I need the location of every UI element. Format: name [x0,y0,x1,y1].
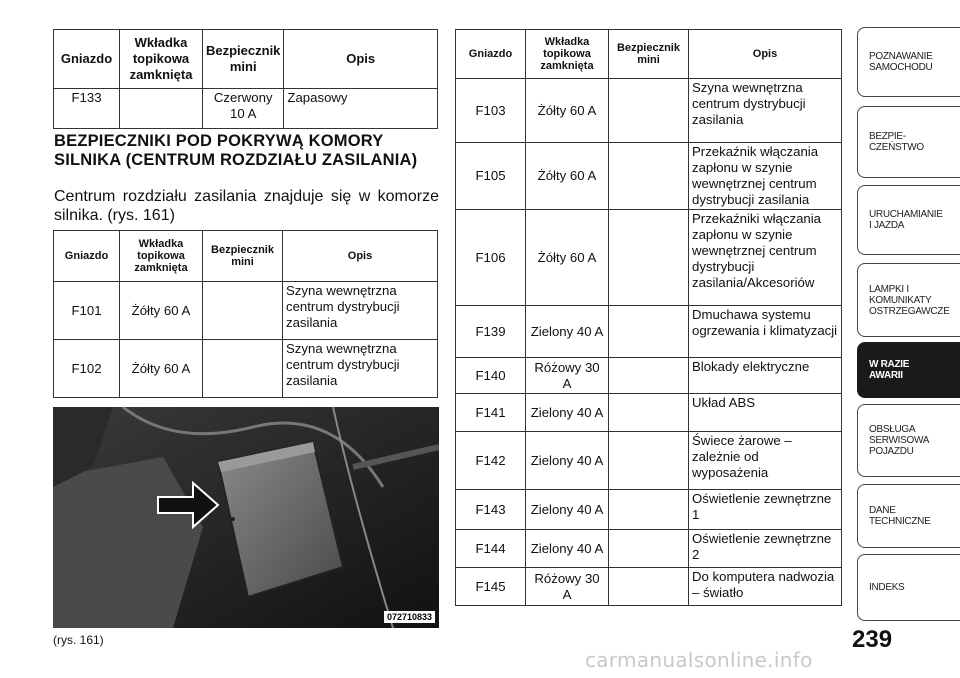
cell-wkladka [120,89,203,129]
cell-bezpiecznik [203,340,283,398]
header-wkladka: Wkładka topikowa zamknięta [526,30,609,79]
cell-wkladka: Żółty 60 A [120,340,203,398]
table-row [54,340,438,398]
table-row [456,568,842,606]
table-row [54,89,438,129]
cell-gniazdo: F139 [456,306,526,358]
sidebar-tab-label: POZNAWANIE SAMOCHODU [869,51,933,73]
cell-opis: Do komputera nadwozia – światło [689,568,842,606]
table-header-row [456,30,842,79]
cell-opis: Przekaźnik włączania zapłonu w szynie wewnętrznej centrum dystrybucji zasilania [689,143,842,210]
cell-wkladka: Zielony 40 A [526,306,609,358]
cell-bezpiecznik [609,490,689,530]
fuse-table-f101 [53,230,438,398]
cell-wkladka: Żółty 60 A [526,79,609,143]
header-bezpiecznik: Bezpiecznik mini [609,30,689,79]
header-wkladka: Wkładka topikowa zamknięta [120,30,203,89]
figure-caption: (rys. 161) [53,633,104,647]
header-opis: Opis [689,30,842,79]
cell-gniazdo: F102 [54,340,120,398]
cell-gniazdo: F144 [456,530,526,568]
cell-opis: Oświetlenie zewnętrzne 2 [689,530,842,568]
table-row [456,210,842,306]
cell-bezpiecznik [609,306,689,358]
sidebar-tab-0[interactable] [857,27,960,97]
cell-opis: Przekaźniki włączania zapłonu w szynie wewnętrznej centrum dystrybucji zasilania/Akcesoriów [689,210,842,306]
watermark: carmanualsonline.info [585,648,813,672]
fuse-table-top [53,29,438,129]
header-bezpiecznik: Bezpiecznik mini [203,30,284,89]
cell-opis: Zapasowy [284,89,438,129]
cell-bezpiecznik [609,568,689,606]
sidebar-tab-7[interactable] [857,554,960,621]
cell-gniazdo: F133 [54,89,120,129]
cell-wkladka: Zielony 40 A [526,394,609,432]
cell-bezpiecznik [609,530,689,568]
cell-opis: Dmuchawa systemu ogrzewania i klimatyzacji [689,306,842,358]
table-row [456,143,842,210]
table-row [456,79,842,143]
header-wkladka: Wkładka topikowa zamknięta [120,231,203,282]
sidebar-tab-label: URUCHAMIANIE I JAZDA [869,209,943,231]
cell-bezpiecznik [609,210,689,306]
cell-wkladka: Żółty 60 A [526,143,609,210]
sidebar-tab-label: INDEKS [869,582,905,593]
cell-bezpiecznik: Czerwony 10 A [203,89,284,129]
table-row [456,358,842,394]
cell-gniazdo: F145 [456,568,526,606]
cell-bezpiecznik [609,394,689,432]
cell-opis: Świece żarowe – zależnie od wyposażenia [689,432,842,490]
header-bezpiecznik: Bezpiecznik mini [203,231,283,282]
cell-bezpiecznik [609,143,689,210]
cell-bezpiecznik [203,282,283,340]
cell-wkladka: Żółty 60 A [120,282,203,340]
cell-wkladka: Różowy 30 A [526,568,609,606]
cell-wkladka: Żółty 60 A [526,210,609,306]
header-gniazdo: Gniazdo [456,30,526,79]
cell-opis: Układ ABS [689,394,842,432]
header-gniazdo: Gniazdo [54,30,120,89]
cell-wkladka: Różowy 30 A [526,358,609,394]
table-header-row [54,30,438,89]
table-row [456,306,842,358]
sidebar-tab-6[interactable] [857,484,960,548]
header-opis: Opis [284,30,438,89]
table-row [456,490,842,530]
table-header-row [54,231,438,282]
sidebar-tab-label: DANE TECHNICZNE [869,505,931,527]
photo-code: 072710833 [384,611,435,623]
sidebar-tab-5[interactable] [857,404,960,477]
cell-bezpiecznik [609,79,689,143]
cell-wkladka: Zielony 40 A [526,432,609,490]
cell-gniazdo: F143 [456,490,526,530]
cell-bezpiecznik [609,432,689,490]
cell-opis: Blokady elektryczne [689,358,842,394]
cell-opis: Szyna wewnętrzna centrum dystrybucji zasilania [283,282,438,340]
header-opis: Opis [283,231,438,282]
header-gniazdo: Gniazdo [54,231,120,282]
cell-gniazdo: F101 [54,282,120,340]
cell-wkladka: Zielony 40 A [526,490,609,530]
cell-opis: Szyna wewnętrzna centrum dystrybucji zasilania [283,340,438,398]
sidebar-tab-1[interactable] [857,106,960,178]
table-row [456,394,842,432]
table-row [456,530,842,568]
section-intro: Centrum rozdziału zasilania znajduje się w komorze silnika. (rys. 161) [54,188,439,224]
page-number: 239 [852,626,893,653]
cell-wkladka: Zielony 40 A [526,530,609,568]
table-row [456,432,842,490]
cell-gniazdo: F105 [456,143,526,210]
sidebar-tab-label: W RAZIE AWARII [869,359,910,381]
sidebar-tab-4[interactable] [857,342,960,398]
cell-gniazdo: F103 [456,79,526,143]
section-heading: BEZPIECZNIKI POD POKRYWĄ KOMORY SILNIKA (CENTRUM ROZDZIAŁU ZASILANIA) [54,132,418,169]
sidebar-tab-label: BEZPIE- CZEŃSTWO [869,131,924,153]
sidebar-tab-3[interactable] [857,263,960,337]
cell-opis: Oświetlenie zewnętrzne 1 [689,490,842,530]
fuse-table-right [455,29,842,606]
table-row [54,282,438,340]
sidebar-tab-2[interactable] [857,185,960,255]
cell-bezpiecznik [609,358,689,394]
sidebar-tab-label: LAMPKI I KOMUNIKATY OSTRZEGAWCZE [869,283,950,317]
cell-gniazdo: F106 [456,210,526,306]
photo-illustration [53,407,439,628]
sidebar-tab-label: OBSŁUGA SERWISOWA POJAZDU [869,424,930,457]
cell-gniazdo: F140 [456,358,526,394]
cell-gniazdo: F142 [456,432,526,490]
engine-compartment-photo [53,407,439,628]
cell-gniazdo: F141 [456,394,526,432]
cell-opis: Szyna wewnętrzna centrum dystrybucji zasilania [689,79,842,143]
